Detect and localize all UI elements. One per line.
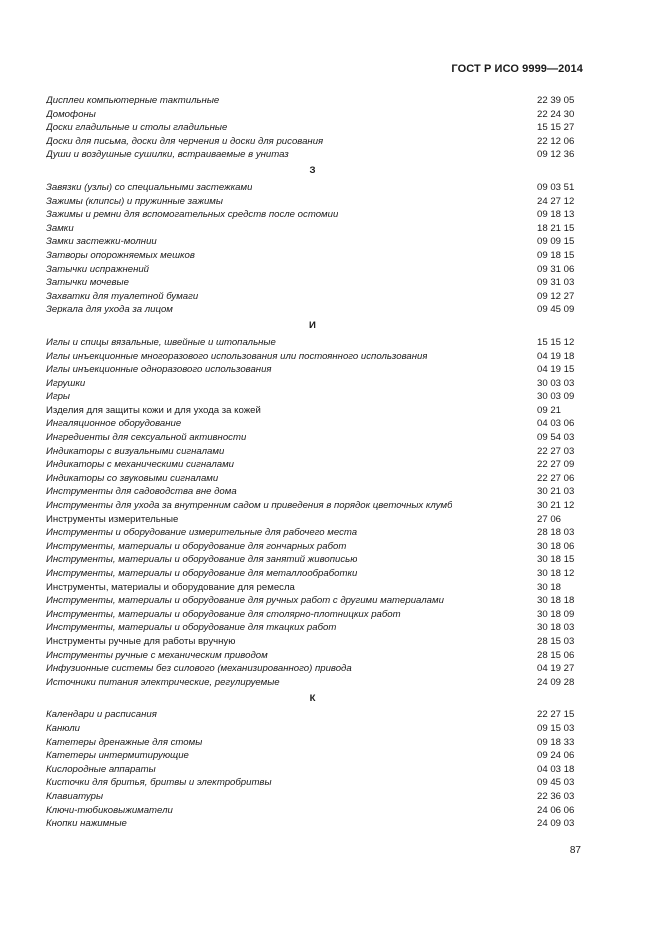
entry-term: Инструменты, материалы и оборудование для металлообработки <box>46 568 358 579</box>
index-entry <box>46 336 579 350</box>
entry-term: Катетеры дренажные для стомы <box>46 736 203 748</box>
index-entry <box>46 276 579 290</box>
entry-code: 22 12 06 <box>537 135 575 147</box>
index-entry <box>46 749 579 763</box>
index-entry <box>46 621 579 635</box>
entry-code: 09 31 06 <box>537 263 575 275</box>
entry-code: 04 03 06 <box>537 418 575 430</box>
entry-code: 30 03 03 <box>537 377 575 389</box>
entry-term: Иглы инъекционные одноразового использования <box>46 364 272 376</box>
section-letter: И <box>309 320 316 332</box>
entry-code: 30 18 <box>537 581 562 593</box>
index-entry <box>46 817 579 831</box>
entry-code: 09 18 15 <box>537 249 575 261</box>
entry-term: Инфузионные системы без силового (механизированного) привода <box>46 663 352 675</box>
entry-code: 30 18 15 <box>537 554 575 566</box>
index-entry <box>46 135 579 149</box>
index-entry <box>46 303 579 317</box>
index-entry <box>46 350 579 364</box>
entry-term: Инструменты для ухода за внутренним садом и приведения в порядок цветочных клумб <box>46 500 453 512</box>
entry-term: Инструменты, материалы и оборудование для столярно-плотницких работ <box>46 608 401 620</box>
entry-code: 22 27 09 <box>537 459 575 471</box>
index-entry <box>46 776 579 790</box>
entry-code: 27 06 <box>537 513 562 525</box>
index-entry <box>46 208 579 222</box>
entry-code: 09 09 15 <box>537 236 575 248</box>
entry-code: 22 27 03 <box>537 445 575 457</box>
entry-term: Инструменты измерительные <box>46 513 179 525</box>
entry-code: 15 15 12 <box>537 336 575 348</box>
index-entry <box>46 458 579 472</box>
index-entry <box>46 649 579 663</box>
section-letter: З <box>309 165 316 177</box>
index-entry <box>46 222 579 236</box>
index-entry <box>46 148 579 162</box>
entry-code: 09 18 33 <box>537 736 575 748</box>
entry-term: Кисточки для бритья, бритвы и электробритвы <box>46 777 272 789</box>
entry-term: Инструменты ручные для работы вручную <box>46 635 236 647</box>
entry-term: Доски для письма, доски для черчения и доски для рисования <box>46 135 324 147</box>
entry-code: 30 18 09 <box>537 608 575 620</box>
index-entry <box>46 526 579 540</box>
entry-term: Иглы и спицы вязальные, швейные и штопальные <box>46 336 276 348</box>
index-entry <box>46 108 579 122</box>
index-entry <box>46 249 579 263</box>
entry-code: 24 06 06 <box>537 804 575 816</box>
index-entry <box>46 790 579 804</box>
entry-code: 28 18 03 <box>537 527 575 539</box>
entry-term: Зеркала для ухода за лицом <box>46 304 173 316</box>
index-entry <box>46 567 579 581</box>
index-entry <box>46 736 579 750</box>
entry-term: Доски гладильные и столы гладильные <box>46 122 228 134</box>
entry-code: 18 21 15 <box>537 222 575 234</box>
entry-code: 30 03 09 <box>537 391 575 403</box>
entry-term: Инструменты, материалы и оборудование для гончарных работ <box>46 540 347 552</box>
page-number: 87 <box>569 845 581 856</box>
entry-code: 22 39 05 <box>537 95 575 106</box>
entry-term: Инструменты, материалы и оборудование для ручных работ с другими материалами <box>46 595 444 607</box>
entry-code: 04 03 18 <box>537 763 575 775</box>
index-entry <box>46 722 579 736</box>
index-entry <box>46 390 579 404</box>
entry-term: Завязки (узлы) со специальными застежками <box>46 181 253 193</box>
entry-term: Инструменты для садоводства вне дома <box>46 486 237 498</box>
entry-code: 22 27 06 <box>537 472 575 484</box>
entry-term: Индикаторы со звуковыми сигналами <box>46 472 219 484</box>
entry-term: Зажимы и ремни для вспомогательных средств после остомии <box>46 209 339 221</box>
entry-code: 09 54 03 <box>537 432 575 444</box>
entry-term: Инструменты и оборудование измерительные для рабочего места <box>46 527 358 539</box>
entry-term: Инструменты, материалы и оборудование для занятий живописью <box>46 554 358 566</box>
index-entry <box>46 181 579 195</box>
index-entry <box>46 763 579 777</box>
entry-term: Души и воздушные сушилки, встраиваемые в унитаз <box>46 149 289 161</box>
index-entry <box>46 445 579 459</box>
entry-term: Иглы инъекционные многоразового использования или постоянного использования <box>46 350 428 362</box>
entry-term: Кислородные аппараты <box>46 763 156 775</box>
index-entry <box>46 195 579 209</box>
entry-term: Индикаторы с механическими сигналами <box>46 459 234 471</box>
entry-term: Инструменты ручные с механическим приводом <box>46 649 268 661</box>
entry-code: 22 24 30 <box>537 108 575 120</box>
entry-term: Канюли <box>46 722 81 734</box>
entry-term: Ингаляционное оборудование <box>46 418 182 430</box>
entry-term: Клавиатуры <box>46 790 104 802</box>
entry-term: Игрушки <box>46 377 86 389</box>
index-entry <box>46 404 579 418</box>
index-entry <box>46 513 579 527</box>
index-entry <box>46 377 579 391</box>
index-entry <box>46 581 579 595</box>
index-entry <box>46 594 579 608</box>
entry-code: 30 18 03 <box>537 622 575 634</box>
entry-term: Кнопки нажимные <box>46 818 127 830</box>
document-header: ГОСТ Р ИСО 9999—2014 <box>451 63 583 75</box>
entry-term: Зажимы (клипсы) и пружинные зажимы <box>46 195 223 207</box>
entry-code: 30 18 12 <box>537 568 575 579</box>
index-entry <box>46 635 579 649</box>
alphabetical-index <box>46 94 579 831</box>
entry-code: 30 21 12 <box>537 500 575 512</box>
entry-code: 04 19 15 <box>537 364 575 376</box>
entry-code: 28 15 03 <box>537 635 575 647</box>
entry-term: Затворы опорожняемых мешков <box>46 249 195 261</box>
entry-term: Катетеры интермитирующие <box>46 750 189 762</box>
index-entry <box>46 472 579 486</box>
index-entry <box>46 676 579 690</box>
entry-term: Изделия для защиты кожи и для ухода за кожей <box>46 404 261 416</box>
index-entry <box>46 363 579 377</box>
entry-code: 09 18 13 <box>537 209 575 221</box>
entry-term: Замки застежки-молнии <box>46 236 157 248</box>
entry-term: Ключи-тюбиковыжиматели <box>46 804 173 816</box>
entry-term: Календари и расписания <box>46 709 157 721</box>
index-entry <box>46 121 579 135</box>
index-entry <box>46 708 579 722</box>
index-entry <box>46 94 579 108</box>
index-entry <box>46 662 579 676</box>
index-entry <box>46 540 579 554</box>
entry-code: 09 03 51 <box>537 181 575 193</box>
entry-term: Замки <box>46 222 74 234</box>
entry-code: 09 12 36 <box>537 149 575 161</box>
entry-code: 28 15 06 <box>537 649 575 661</box>
index-entry <box>46 417 579 431</box>
index-entry <box>46 553 579 567</box>
entry-term: Захватки для туалетной бумаги <box>46 290 199 302</box>
index-entry <box>46 499 579 513</box>
entry-code: 24 09 03 <box>537 818 575 830</box>
entry-code: 04 19 18 <box>537 350 575 362</box>
entry-term: Ингредиенты для сексуальной активности <box>46 432 247 444</box>
entry-code: 22 27 15 <box>537 709 575 721</box>
index-entry <box>46 263 579 277</box>
entry-term: Затычки испражнений <box>46 263 150 275</box>
entry-term: Игры <box>46 391 70 403</box>
index-entry <box>46 608 579 622</box>
entry-term: Индикаторы с визуальными сигналами <box>46 445 225 457</box>
entry-code: 09 21 <box>537 404 562 416</box>
entry-code: 30 18 18 <box>537 595 575 607</box>
entry-term: Источники питания электрические, регулируемые <box>46 676 280 688</box>
entry-code: 30 21 03 <box>537 486 575 498</box>
entry-code: 09 15 03 <box>537 722 575 734</box>
entry-code: 30 18 06 <box>537 540 575 552</box>
index-entry <box>46 235 579 249</box>
entry-term: Затычки мочевые <box>46 277 129 289</box>
entry-code: 09 45 03 <box>537 777 575 789</box>
entry-code: 15 15 27 <box>537 122 575 134</box>
entry-code: 09 45 09 <box>537 304 575 316</box>
entry-code: 24 09 28 <box>537 676 575 688</box>
index-entry <box>46 290 579 304</box>
index-entry <box>46 431 579 445</box>
entry-code: 09 24 06 <box>537 750 575 762</box>
entry-code: 04 19 27 <box>537 663 575 675</box>
entry-term: Дисплеи компьютерные тактильные <box>46 95 220 106</box>
entry-code: 09 12 27 <box>537 290 575 302</box>
entry-code: 22 36 03 <box>537 790 575 802</box>
index-entry <box>46 485 579 499</box>
entry-code: 09 31 03 <box>537 277 575 289</box>
entry-term: Домофоны <box>46 108 96 120</box>
index-entry <box>46 804 579 818</box>
entry-code: 24 27 12 <box>537 195 575 207</box>
entry-term: Инструменты, материалы и оборудование для ткацких работ <box>46 622 337 634</box>
section-letter: К <box>309 692 316 704</box>
entry-term: Инструменты, материалы и оборудование для ремесла <box>46 581 295 593</box>
